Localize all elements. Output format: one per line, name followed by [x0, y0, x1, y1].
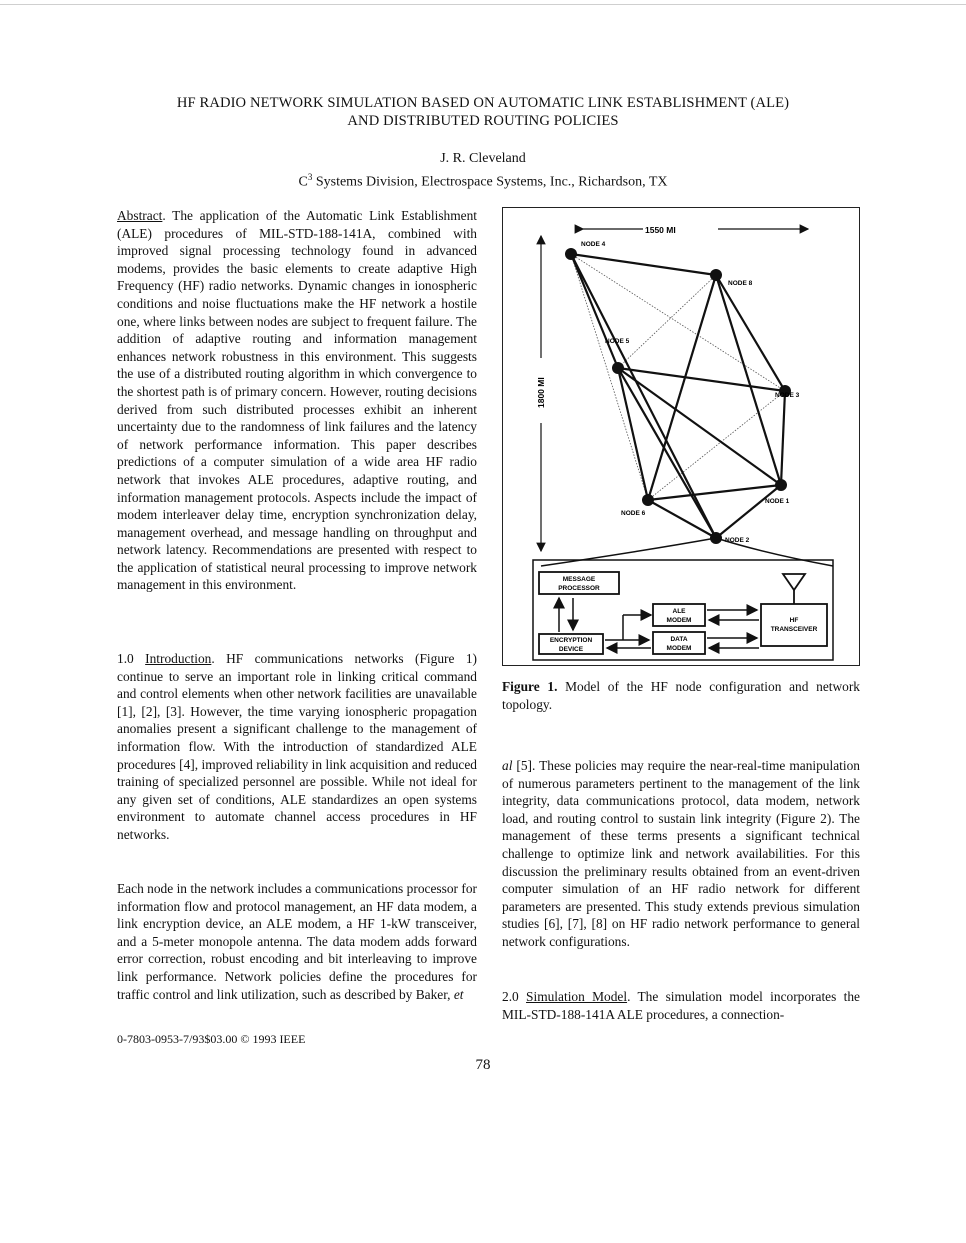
intro-text: . HF communications networks (Figure 1) continue to serve an important role in linking critical command and control elements when other network facilities are unavailable [1], [2], [3]. However, the time varying ionospheric propagation anomalies present a significant challenge to the management of information flow. With the introduction of standardized ALE procedures [4], improved reliability in link acquisition and reduced training of specialized personnel are possible. While not ideal for any given set of conditions, ALE standardizes an open systems environment to automate channel access procedures in HF networks.	[117, 651, 477, 842]
affiliation	[0, 168, 966, 192]
hf-transceiver-line1: HF	[789, 617, 799, 624]
sim-text: . The simulation model incorporates the MIL-STD-188-141A ALE procedures, a connection-	[502, 989, 860, 1022]
network-nodes	[565, 248, 791, 544]
antenna-icon	[783, 574, 805, 590]
node-6-marker	[642, 494, 654, 506]
node-etal: et	[453, 986, 464, 1002]
encryption-line1: ENCRYPTION	[549, 637, 593, 644]
node-text: Each node in the network includes a communications processor for information flow and protocol management, an HF data modem, a link encryption device, an ALE modem, a HF 1-kW transceiver, and a 5-meter monopole antenna. The data modem adds forward error correction, robust encoding and bit interleaving to improve link performance. Network policies define the procedures for traffic control and link utilization, such as described by Baker,	[117, 881, 477, 1002]
node-8-marker	[710, 269, 722, 281]
node-2-label: NODE 2	[725, 537, 750, 544]
intro-heading: Introduction	[145, 651, 212, 666]
node-paragraph	[117, 880, 477, 1003]
node-4-label: NODE 4	[581, 241, 606, 248]
encryption-line2: DEVICE	[558, 646, 584, 653]
abstract-text: . The application of the Automatic Link Establishment (ALE) procedures of MIL-STD-188-141A, combined with improved signal processing technology found in advanced modems, provides the basic elements to create adaptive High Frequency (HF) radio networks. Dynamic changes in ionospheric conditions and noise fluctuations make the HF network a hostile one, where links between nodes are subject to frequent failure. The addition of adaptive routing and information management enhances network robustness in this environment. This suggests the use of a distributed routing algorithm in which convergence to the shortest path is of primary concern. However, routing decisions derived from such distributed processes exhibit an inherent uncertainty due to the randomness of link failures and the latency of network performance information. This paper describes predictions of a computer simulation of a wide area HF radio network that invokes ALE procedures, adaptive routing, and information management protocols. Aspects include the impact of modem interleaver delay time, encryption synchronization delay, management overhead, and message handling on throughput and network latency. Recommendations are presented with respect to the application of statistical neural processing to improve network management in this environment.	[117, 208, 477, 593]
title-line-2: AND DISTRIBUTED ROUTING POLICIES	[347, 113, 619, 129]
width-label: 1550 MI	[645, 225, 676, 235]
message-processor-line1: MESSAGE	[562, 576, 596, 583]
page-number: 78	[475, 1057, 491, 1073]
copyright-footer: 0-7803-0953-7/93$03.00 © 1993 IEEE	[117, 1032, 306, 1046]
figure-1-drawing	[503, 208, 861, 667]
affiliation-c: C	[298, 174, 308, 190]
node-8-label: NODE 8	[728, 280, 753, 287]
node-5-label: NODE 5	[605, 338, 630, 345]
abstract-heading: Abstract	[117, 208, 163, 223]
intro-number: 1.0	[117, 651, 146, 666]
paper-title	[90, 94, 876, 130]
simulation-model	[502, 988, 860, 1023]
thick-links	[571, 254, 785, 538]
node-6-label: NODE 6	[621, 510, 646, 517]
ale-modem-line2: MODEM	[666, 617, 692, 624]
right-etal: al	[502, 758, 513, 773]
ale-modem-line1: ALE	[672, 608, 686, 615]
affiliation-sup: 3	[307, 172, 313, 182]
top-rule	[0, 4, 966, 5]
data-modem-line1: DATA	[670, 636, 688, 643]
node-1-label: NODE 1	[765, 498, 790, 505]
node-5-marker	[612, 362, 624, 374]
data-modem-line2: MODEM	[666, 645, 692, 652]
sim-number: 2.0	[502, 989, 527, 1004]
abstract	[117, 207, 477, 594]
hf-transceiver-line2: TRANSCEIVER	[770, 626, 818, 633]
hf-transceiver-block	[761, 604, 827, 646]
connector-curve-left	[541, 538, 716, 566]
figure-1-caption	[502, 678, 860, 713]
right-para1-text: [5]. These policies may require the near-real-time manipulation of numerous parameters pertinent to the management of the link integrity, data communications protocol, data modem, network load, and routing control to sustain link integrity (Figure 2). The management of these terms presents a significant technical challenge to optimize link and network availabilities. For this discussion the preliminary results obtained from an event-driven computer simulation of an HF radio network for different parameters are presented. This study extends previous simulation studies [6], [7], [8] on HF radio network performance to general network configurations.	[502, 758, 860, 949]
node-3-label: NODE 3	[775, 392, 800, 399]
introduction	[117, 650, 477, 844]
height-label: 1800 MI	[536, 377, 546, 408]
node-labels	[581, 241, 800, 544]
title-line-1: HF RADIO NETWORK SIMULATION BASED ON AUTOMATIC LINK ESTABLISHMENT (ALE)	[176, 95, 790, 111]
node-1-marker	[775, 479, 787, 491]
author: J. R. Cleveland	[440, 151, 526, 166]
figure-1	[502, 207, 860, 666]
node-4-marker	[565, 248, 577, 260]
caption-text: Model of the HF node configuration and network topology.	[502, 679, 860, 712]
caption-label: Figure 1.	[502, 679, 558, 694]
affiliation-rest: Systems Division, Electrospace Systems, Inc., Richardson, TX	[312, 174, 668, 190]
right-paragraph-1	[502, 757, 860, 951]
message-processor-line2: PROCESSOR	[558, 585, 600, 592]
sim-heading: Simulation Model	[526, 989, 628, 1004]
